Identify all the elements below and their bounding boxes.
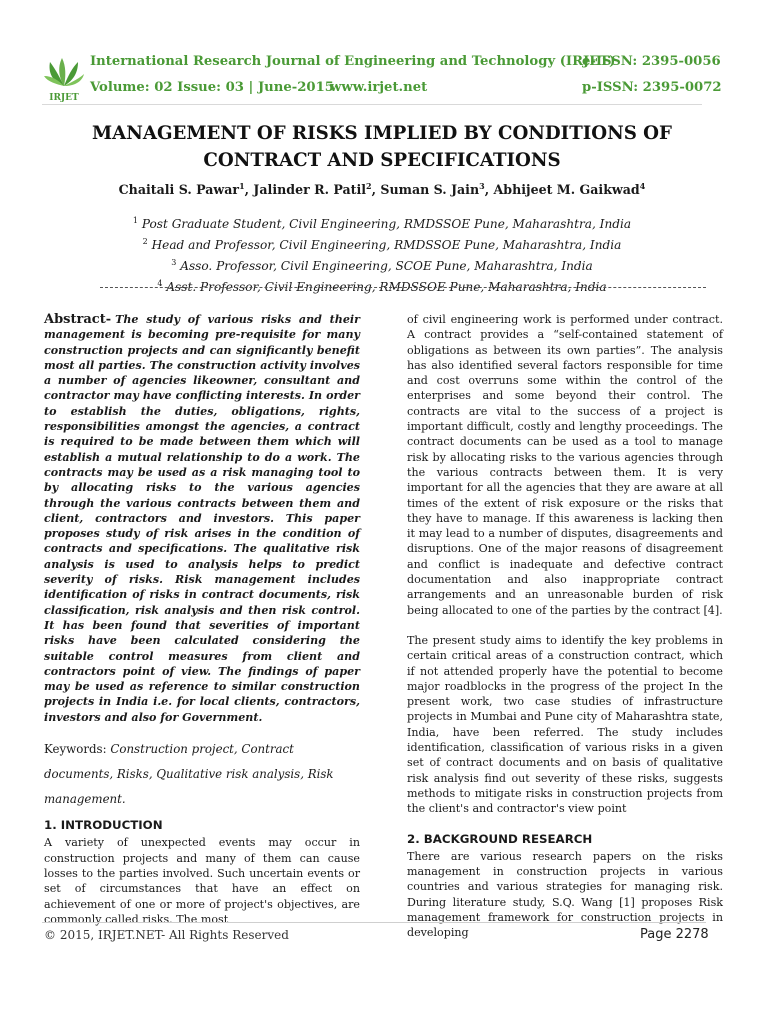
right-column: [407, 312, 723, 941]
copyright: © 2015, IRJET.NET- All Rights Reserved: [44, 928, 289, 942]
footer-divider: [42, 922, 706, 923]
e-issn: e-ISSN: 2395-0056: [582, 54, 721, 69]
affiliation-4: $^4$ Asst. Professor, Civil Engineering, RMDSSOE Pune, Maharashtra, India: [157, 279, 607, 295]
p-issn: p-ISSN: 2395-0072: [582, 80, 722, 95]
author-1: Chaitali S. Pawar$^1$,: [118, 181, 254, 198]
section-heading-background: 2. BACKGROUND RESEARCH: [407, 831, 593, 846]
volume-issue: Volume: 02 Issue: 03 | June-2015: [90, 80, 334, 95]
abstract: [44, 312, 360, 725]
affiliation-list: [42, 212, 722, 296]
author-list: [42, 181, 722, 197]
keywords-text: Construction project, Contract documents, Risks, Qualitative risk analysis, Risk management.: [44, 742, 334, 807]
journal-url[interactable]: www.irjet.net: [330, 80, 428, 95]
header-divider: [42, 104, 702, 105]
abstract-text: The study of various risks and their management is becoming pre-requisite for many construction projects and can significantly benefit most all parties. The construction activity involves a number of agencies likeowner, consultant and contractor may have conflicting interests. In order to establish the duties, obligations, rights, responsibilities amongst the agencies, a contract is required to be made between them which will establish a mutual relationship to do a work. The contracts may be used as a risk managing tool to by allocating risks to the various agencies through the various contracts between them and client, contractors and investors. This paper proposes study of risk arises in the condition of contracts and specifications. The qualitative risk analysis is used to analysis helps to predict severity of risks. Risk management includes identification of risks in contract documents, risk classification, risk analysis and then risk control. It has been found that severities of important risks have been calculated considering the suitable control measures from client and contractors point of view. The findings of paper may be used as reference to similar construction projects in India i.e. for local clients, contractors, investors and also for Government.: [44, 313, 360, 724]
affiliation-3: $^3$ Asso. Professor, Civil Engineering, SCOE Pune, Maharashtra, India: [171, 258, 593, 274]
dashed-divider: [100, 287, 706, 288]
journal-name: International Research Journal of Engineering and Technology (IRJET): [90, 54, 616, 69]
author-2: Jalinder R. Patil$^2$,: [253, 181, 381, 198]
affiliation-1: $^1$ Post Graduate Student, Civil Engineering, RMDSSOE Pune, Maharashtra, India: [132, 216, 632, 232]
left-column: [44, 312, 360, 927]
abstract-label: Abstract-: [44, 312, 112, 327]
page-number: Page 2278: [640, 927, 709, 942]
affiliation-2: $^2$ Head and Professor, Civil Engineering, RMDSSOE Pune, Maharashtra, India: [142, 237, 622, 253]
body-paragraph-1: of civil engineering work is performed under contract. A contract provides a “self-contained statement of obligations as between its own parties”. The analysis has also identified several factors responsible for time and cost overruns some within the control of the enterprises and some beyond their control. The contracts are vital to the success of a project is important difficult, costly and lengthy proceedings. The contract documents can be used as a tool to manage risk by allocating risks to the various agencies through the various contracts between them. It is very important for all the agencies that they are aware at all times of the extent of risk exposure or the risks that they have to manage. If this awareness is lacking then it may lead to a number of disputes, disagreements and disruptions. One of the major reasons of disagreement and conflict is inadequate and defective contract documentation and also inappropriate contract arrangements and an unreasonable burden of risk being allocated to one of the parties by the contract [4].: [407, 313, 723, 617]
background-text: There are various research papers on the risks management in construction projects in various countries and various strategies for managing risk. During literature study, S.Q. Wang [1] proposes Risk management framework for construction projects in developing: [407, 849, 723, 940]
keywords-label: Keywords:: [44, 742, 107, 757]
author-4: Abhijeet M. Gaikwad$^4$: [493, 181, 646, 198]
svg-text:IRJET: IRJET: [49, 93, 79, 102]
body-paragraph-2: The present study aims to identify the key problems in certain critical areas of a construction contract, which if not attended properly have the potential to become major roadblocks in the progress of the project In the present work, two case studies of infrastructure projects in Mumbai and Pune city of Maharashtra state, India, have been referred. The study includes identification, classification of various risks in a given set of contract documents and on basis of qualitative risk analysis find out severity of these risks, suggests methods to mitigate risks in construction projects from the client's and contractor's view point: [407, 633, 723, 816]
irjet-logo: [42, 56, 86, 102]
author-3: Suman S. Jain$^3$,: [380, 181, 494, 198]
paper-title: MANAGEMENT OF RISKS IMPLIED BY CONDITIONS OF CONTRACT AND SPECIFICATIONS: [92, 123, 672, 171]
keywords: [44, 737, 360, 812]
introduction-text: A variety of unexpected events may occur in construction projects and many of them can cause losses to the parties involved. Such uncertain events or set of circumstances that have an effect on achievement of one or more of project's objectives, are commonly called risks. The most: [44, 836, 360, 926]
section-heading-introduction: 1. INTRODUCTION: [44, 818, 163, 833]
